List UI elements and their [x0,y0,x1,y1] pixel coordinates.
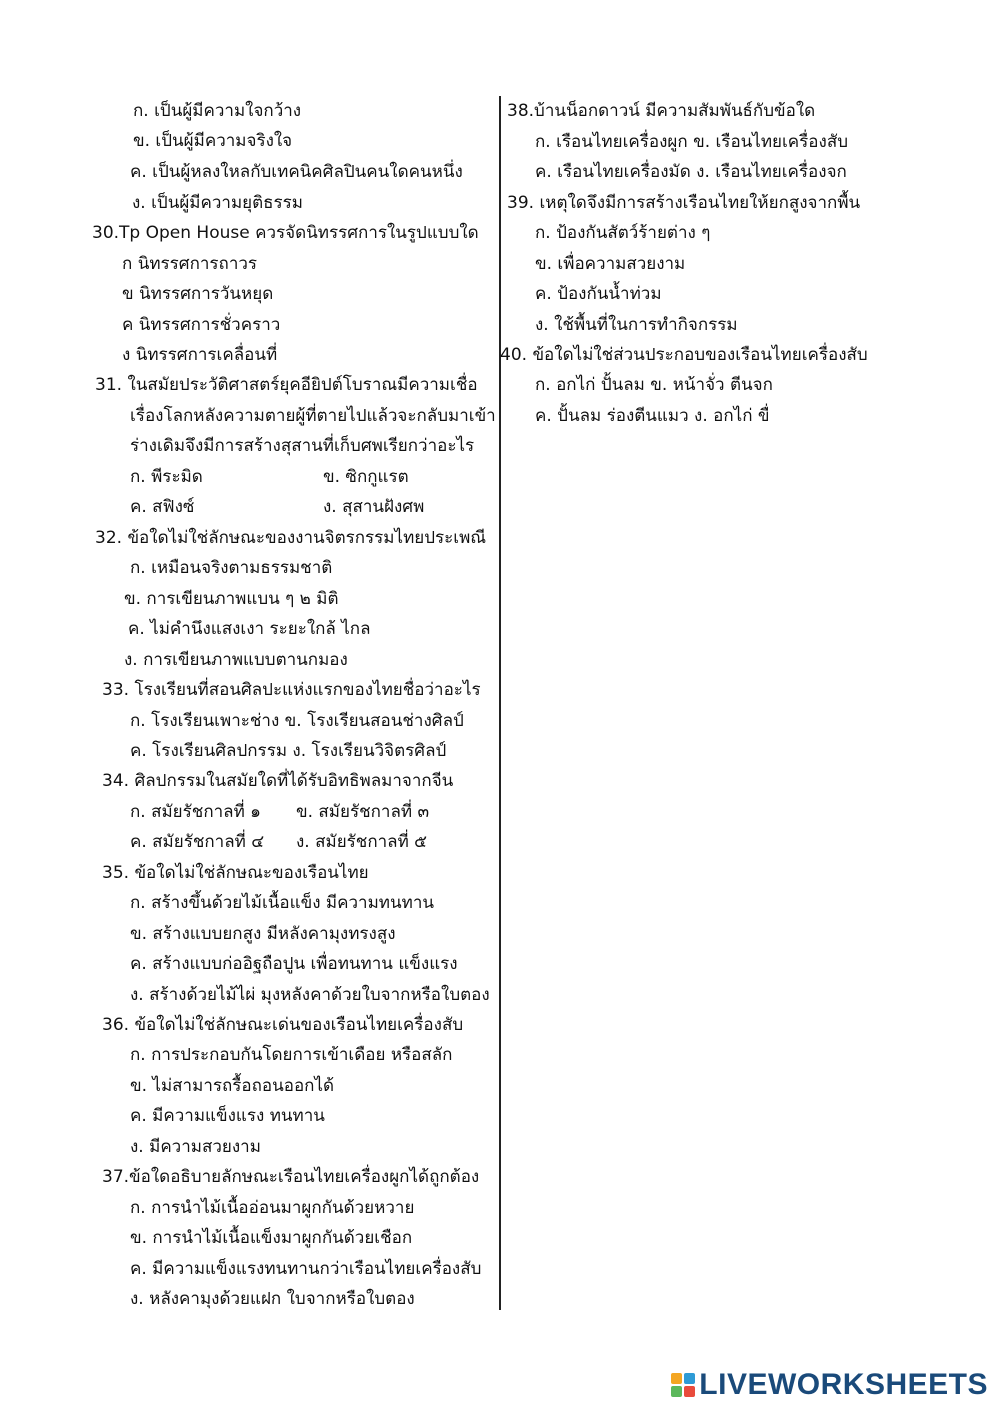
q31-option-a: ก. พีระมิด [130,467,203,487]
q37-option-d: ง. หลังคามุงด้วยแฝก ใบจากหรือใบตอง [130,1289,415,1309]
q37-option-a: ก. การนำไม้เนื้ออ่อนมาผูกกันด้วยหวาย [130,1198,415,1218]
q37-option-b: ข. การนำไม้เนื้อแข็งมาผูกกันด้วยเชือก [130,1228,413,1248]
q33-options-ab: ก. โรงเรียนเพาะช่าง ข. โรงเรียนสอนช่างศิลป์ [130,711,464,731]
q34-option-a: ก. สมัยรัชกาลที่ ๑ [130,802,261,822]
q35-option-b: ข. สร้างแบบยกสูง มีหลังคามุงทรงสูง [130,924,396,944]
q35-option-c: ค. สร้างแบบก่ออิฐถือปูน เพื่อทนทาน แข็งแรง [130,954,458,974]
question-39: 39. เหตุใดจึงมีการสร้างเรือนไทยให้ยกสูงจากพื้น [507,193,861,213]
q35-option-d: ง. สร้างด้วยไม้ไผ่ มุงหลังคาด้วยใบจากหรือใบตอง [130,985,490,1005]
q36-option-b: ข. ไม่สามารถรื้อถอนออกได้ [130,1076,335,1096]
q32-option-d: ง. การเขียนภาพแบบตานกมอง [124,650,348,670]
q30-option-b: ข นิทรรศการวันหยุด [122,284,274,304]
q30-option-c: ค นิทรรศการชั่วคราว [122,315,281,335]
q32-option-a: ก. เหมือนจริงตามธรรมชาติ [130,558,333,578]
q40-options-cd: ค. ปั้นลม ร่องตีนแมว ง. อกไก่ ขื่ [535,406,770,426]
q33-options-cd: ค. โรงเรียนศิลปกรรม ง. โรงเรียนวิจิตรศิลป์ [130,741,447,761]
q36-option-a: ก. การประกอบกันโดยการเข้าเดือย หรือสลัก [130,1045,453,1065]
liveworksheets-logo-text: LIVEWORKSHEETS [699,1368,988,1401]
q34-option-d: ง. สมัยรัชกาลที่ ๕ [296,832,428,852]
q30-option-a: ก นิทรรศการถาวร [122,254,258,274]
q36-option-d: ง. มีความสวยงาม [130,1137,261,1157]
question-31-cont-1: เรื่องโลกหลังความตายผู้ที่ตายไปแล้วจะกลับมาเข้า [130,406,496,426]
question-34: 34. ศิลปกรรมในสมัยใดที่ได้รับอิทธิพลมาจากจีน [102,771,454,791]
liveworksheets-logo-icon [671,1373,695,1397]
q29-option-c: ค. เป็นผู้หลงใหลกับเทคนิคศิลปินคนใดคนหนึ่ง [130,162,463,182]
question-38: 38.บ้านน็อกดาวน์ มีความสัมพันธ์กับข้อใด [507,101,816,121]
q31-option-c: ค. สฟิงซ์ [130,497,195,517]
question-35: 35. ข้อใดไม่ใช่ลักษณะของเรือนไทย [102,863,369,883]
question-31-cont-2: ร่างเดิมจึงมีการสร้างสุสานที่เก็บศพเรียกว่าอะไร [130,436,475,456]
q36-option-c: ค. มีความแข็งแรง ทนทาน [130,1106,325,1126]
q38-options-ab: ก. เรือนไทยเครื่องผูก ข. เรือนไทยเครื่องสับ [535,132,848,152]
q31-option-d: ง. สุสานฝังศพ [323,497,425,517]
question-33: 33. โรงเรียนที่สอนศิลปะแห่งแรกของไทยชื่อว่าอะไร [102,680,481,700]
q31-option-b: ข. ซิกกูแรต [323,467,409,487]
q32-option-c: ค. ไม่คำนึงแสงเงา ระยะใกล้ ไกล [128,619,371,639]
q34-option-b: ข. สมัยรัชกาลที่ ๓ [296,802,430,822]
question-32: 32. ข้อใดไม่ใช่ลักษณะของงานจิตรกรรมไทยประเพณี [95,528,487,548]
q39-option-c: ค. ป้องกันน้ำท่วม [535,284,662,304]
question-36: 36. ข้อใดไม่ใช่ลักษณะเด่นของเรือนไทยเครื่องสับ [102,1015,464,1035]
q30-option-d: ง นิทรรศการเคลื่อนที่ [122,345,278,365]
column-divider [499,96,501,1310]
question-37: 37.ข้อใดอธิบายลักษณะเรือนไทยเครื่องผูกได้ถูกต้อง [102,1167,480,1187]
q37-option-c: ค. มีความแข็งแรงทนทานกว่าเรือนไทยเครื่องสับ [130,1259,482,1279]
q40-options-ab: ก. อกไก่ ปั้นลม ข. หน้าจั่ว ตีนจก [535,375,773,395]
q29-option-b: ข. เป็นผู้มีความจริงใจ [133,131,293,151]
q39-option-b: ข. เพื่อความสวยงาม [535,254,686,274]
q39-option-a: ก. ป้องกันสัตว์ร้ายต่าง ๆ [535,223,711,243]
question-40: 40. ข้อใดไม่ใช่ส่วนประกอบของเรือนไทยเครื่องสับ [500,345,868,365]
q32-option-b: ข. การเขียนภาพแบน ๆ ๒ มิติ [124,589,339,609]
q38-options-cd: ค. เรือนไทยเครื่องมัด ง. เรือนไทยเครื่องจก [535,162,847,182]
q34-option-c: ค. สมัยรัชกาลที่ ๔ [130,832,265,852]
question-31: 31. ในสมัยประวัติศาสตร์ยุคอียิปต์โบราณมีความเชื่อ [95,375,478,395]
q29-option-d: ง. เป็นผู้มีความยุติธรรม [132,193,304,213]
q39-option-d: ง. ใช้พื้นที่ในการทำกิจกรรม [535,315,738,335]
question-30: 30.Tp Open House ควรจัดนิทรรศการในรูปแบบใด [92,223,479,243]
q29-option-a: ก. เป็นผู้มีความใจกว้าง [133,101,302,121]
liveworksheets-logo[interactable] [671,1368,988,1402]
q35-option-a: ก. สร้างขึ้นด้วยไม้เนื้อแข็ง มีความทนทาน [130,893,434,913]
